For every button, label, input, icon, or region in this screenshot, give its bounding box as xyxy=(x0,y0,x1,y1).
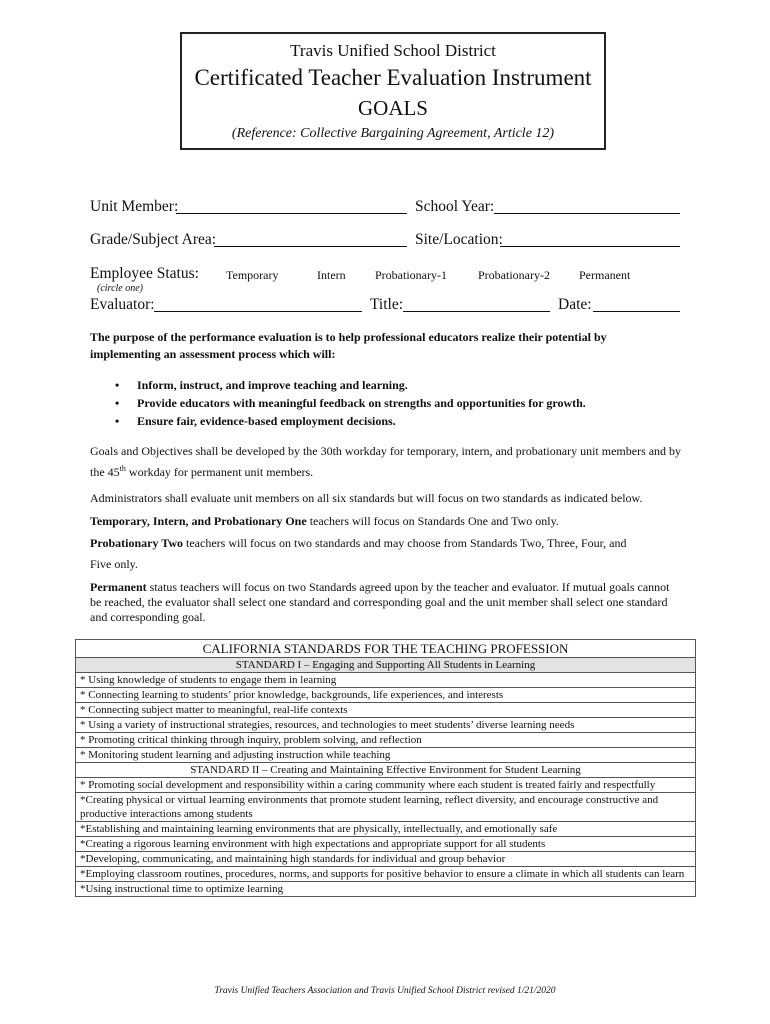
standard-2-heading: STANDARD II – Creating and Maintaining Effective Environment for Student Learning xyxy=(76,763,696,778)
table-row: *Creating a rigorous learning environment with high expectations and appropriate support for all students xyxy=(76,837,696,852)
temporary-bold: Temporary, Intern, and Probationary One xyxy=(90,514,307,528)
table-row: * Connecting subject matter to meaningful, real-life contexts xyxy=(76,703,696,718)
document-title: Certificated Teacher Evaluation Instrument xyxy=(194,65,592,90)
goals-text-2: workday for permanent unit members. xyxy=(125,465,314,479)
table-title: CALIFORNIA STANDARDS FOR THE TEACHING PROFESSION xyxy=(76,640,696,658)
reference-note: (Reference: Collective Bargaining Agreement, Article 12) xyxy=(231,126,555,141)
circle-one-note: (circle one) xyxy=(97,283,143,294)
goals-text-1: Goals and Objectives shall be developed by the 30th workday for temporary, intern, and probationary unit members and by the 45 xyxy=(90,444,682,479)
unit-member-field[interactable] xyxy=(176,213,407,214)
footer-note: Travis Unified Teachers Association and Travis Unified School District revised 1/21/2020 xyxy=(214,986,556,996)
employee-status-label: Employee Status: xyxy=(90,265,199,282)
prob2-text: teachers will focus on two standards and may choose from Standards Two, Three, Four, and xyxy=(183,536,627,550)
table-row: *Developing, communicating, and maintaining high standards for individual and group behavior xyxy=(76,852,696,867)
bullet-item: • Ensure fair, evidence-based employment decisions. xyxy=(115,412,675,430)
site-location-label: Site/Location: xyxy=(415,231,503,248)
evaluator-field[interactable] xyxy=(154,311,362,312)
bullet-item: • Provide educators with meaningful feedback on strengths and opportunities for growth. xyxy=(115,394,675,412)
table-row: * Monitoring student learning and adjusting instruction while teaching xyxy=(76,748,696,763)
standards-table xyxy=(75,639,696,897)
probationary-two-paragraph xyxy=(90,535,710,552)
title-field[interactable] xyxy=(403,311,550,312)
table-row: * Promoting social development and responsibility within a caring community where each student is treated fairly and respectfully xyxy=(76,778,696,793)
table-row: *Establishing and maintaining learning environments that are physically, intellectually, and emotionally safe xyxy=(76,822,696,837)
probationary-two-paragraph-end: Five only. xyxy=(90,557,138,571)
date-field[interactable] xyxy=(593,311,680,312)
site-location-field[interactable] xyxy=(500,246,680,247)
goals-deadline-paragraph xyxy=(90,443,690,481)
table-row: *Creating physical or virtual learning environments that promote student learning, reflect diversity, and encourage constructive and productive interactions among students xyxy=(76,793,696,822)
date-label: Date: xyxy=(558,296,592,313)
school-year-label: School Year: xyxy=(415,198,495,215)
status-option-temporary[interactable]: Temporary xyxy=(226,268,279,282)
status-option-intern[interactable]: Intern xyxy=(317,268,346,282)
purpose-bullets xyxy=(115,376,675,430)
standard-1-heading: STANDARD I – Engaging and Supporting All Students in Learning xyxy=(76,658,696,673)
unit-member-label: Unit Member: xyxy=(90,198,179,215)
grade-subject-label: Grade/Subject Area: xyxy=(90,231,217,248)
header-box xyxy=(180,32,606,150)
permanent-bold: Permanent xyxy=(90,580,147,594)
prob2-bold: Probationary Two xyxy=(90,536,184,550)
purpose-statement: The purpose of the performance evaluation is to help professional educators realize their potential by implementing an assessment process which will: xyxy=(90,330,607,361)
status-option-probationary-1[interactable]: Probationary-1 xyxy=(375,268,447,282)
status-option-permanent[interactable]: Permanent xyxy=(579,268,631,282)
status-option-probationary-2[interactable]: Probationary-2 xyxy=(478,268,550,282)
title-label: Title: xyxy=(370,296,404,313)
district-name: Travis Unified School District xyxy=(290,41,496,60)
permanent-text: status teachers will focus on two Standards agreed upon by the teacher and evaluator. If mutual goals cannot be reached, the evaluator shall select one standard and corresponding goal and the unit member shall select one standard and corresponding goal. xyxy=(90,580,670,624)
table-row: *Employing classroom routines, procedures, norms, and supports for positive behavior to ensure a climate in which all students can learn xyxy=(76,867,696,882)
table-row: * Using knowledge of students to engage them in learning xyxy=(76,673,696,688)
table-row: * Connecting learning to students’ prior knowledge, backgrounds, life experiences, and interests xyxy=(76,688,696,703)
goals-superscript: th xyxy=(119,464,126,473)
evaluator-label: Evaluator: xyxy=(90,296,155,313)
document-subtitle: GOALS xyxy=(357,96,428,120)
admin-paragraph: Administrators shall evaluate unit members on all six standards but will focus on two standards as indicated below. xyxy=(90,491,643,505)
temporary-text: teachers will focus on Standards One and Two only. xyxy=(306,514,559,528)
table-row: * Promoting critical thinking through inquiry, problem solving, and reflection xyxy=(76,733,696,748)
temporary-paragraph xyxy=(90,513,710,530)
table-row: *Using instructional time to optimize learning xyxy=(76,882,696,897)
grade-subject-field[interactable] xyxy=(214,246,407,247)
bullet-item: • Inform, instruct, and improve teaching and learning. xyxy=(115,376,675,394)
school-year-field[interactable] xyxy=(494,213,680,214)
table-row: * Using a variety of instructional strategies, resources, and technologies to meet students’ diverse learning needs xyxy=(76,718,696,733)
permanent-paragraph xyxy=(90,580,680,625)
